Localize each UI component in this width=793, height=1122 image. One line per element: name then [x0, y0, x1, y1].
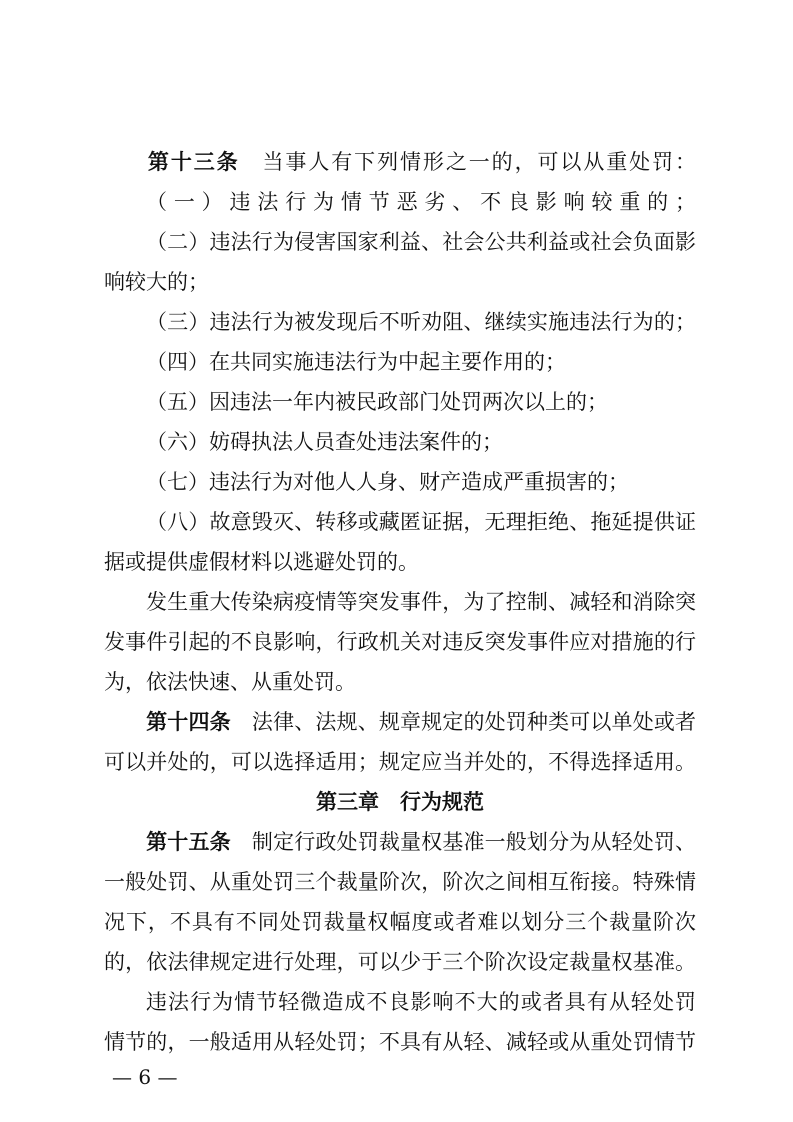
article-15-line-4: 的，依法律规定进行处理，可以少于三个阶次设定裁量权基准。 [104, 950, 696, 974]
article-13-first-line [104, 148, 696, 176]
article-13-item-2: （二）违法行为侵害国家利益、社会公共利益或社会负面影 [146, 230, 696, 254]
article-13-para2-line-2: 发事件引起的不良影响，行政机关对违反突发事件应对措施的行 [104, 630, 696, 654]
article-15-heading: 第十五条 [146, 830, 231, 854]
article-13-para2-line-3: 为，依法快速、从重处罚。 [104, 670, 356, 694]
article-14-line-2: 可以并处的，可以选择适用；规定应当并处的，不得选择适用。 [104, 750, 696, 774]
article-14-text: 法律、法规、规章规定的处罚种类可以单处或者 [251, 710, 697, 734]
article-13-item-4: （四）在共同实施违法行为中起主要作用的； [146, 350, 566, 374]
article-13-item-1: （一）违法行为情节恶劣、不良影响较重的； [146, 190, 696, 214]
article-13-item-7: （七）违法行为对他人人身、财产造成严重损害的； [146, 470, 629, 494]
article-13-item-8: （八）故意毁灭、转移或藏匿证据，无理拒绝、拖延提供证 [146, 510, 696, 534]
article-13-item-2-cont: 响较大的； [104, 270, 209, 294]
article-13-heading: 第十三条 [146, 150, 240, 174]
article-13-item-5: （五）因违法一年内被民政部门处罚两次以上的； [146, 390, 608, 414]
article-15-line-2: 一般处罚、从重处罚三个裁量阶次，阶次之间相互衔接。特殊情 [104, 870, 696, 894]
article-13-item-3: （三）违法行为被发现后不听劝阻、继续实施违法行为的； [146, 310, 696, 334]
article-13-item-8-cont: 据或提供虚假材料以逃避处罚的。 [104, 550, 419, 574]
page-number: — 6 — [112, 1065, 178, 1089]
article-13-intro: 当事人有下列情形之一的，可以从重处罚： [260, 150, 697, 174]
article-15-para2-line-1: 违法行为情节轻微造成不良影响不大的或者具有从轻处罚 [146, 990, 696, 1014]
article-15-para2-line-2: 情节的，一般适用从轻处罚；不具有从轻、减轻或从重处罚情节 [104, 1030, 696, 1054]
article-15-text: 制定行政处罚裁量权基准一般划分为从轻处罚、 [251, 830, 697, 854]
article-13-item-6: （六）妨碍执法人员查处违法案件的； [146, 430, 503, 454]
chapter-3-title: 第三章 行为规范 [316, 790, 484, 814]
article-15-line-3: 况下，不具有不同处罚裁量权幅度或者难以划分三个裁量阶次 [104, 910, 696, 934]
article-15-first-line [104, 828, 696, 856]
article-13-para2-line-1: 发生重大传染病疫情等突发事件，为了控制、减轻和消除突 [146, 590, 696, 614]
article-14-first-line [104, 708, 696, 736]
article-14-heading: 第十四条 [146, 710, 231, 734]
